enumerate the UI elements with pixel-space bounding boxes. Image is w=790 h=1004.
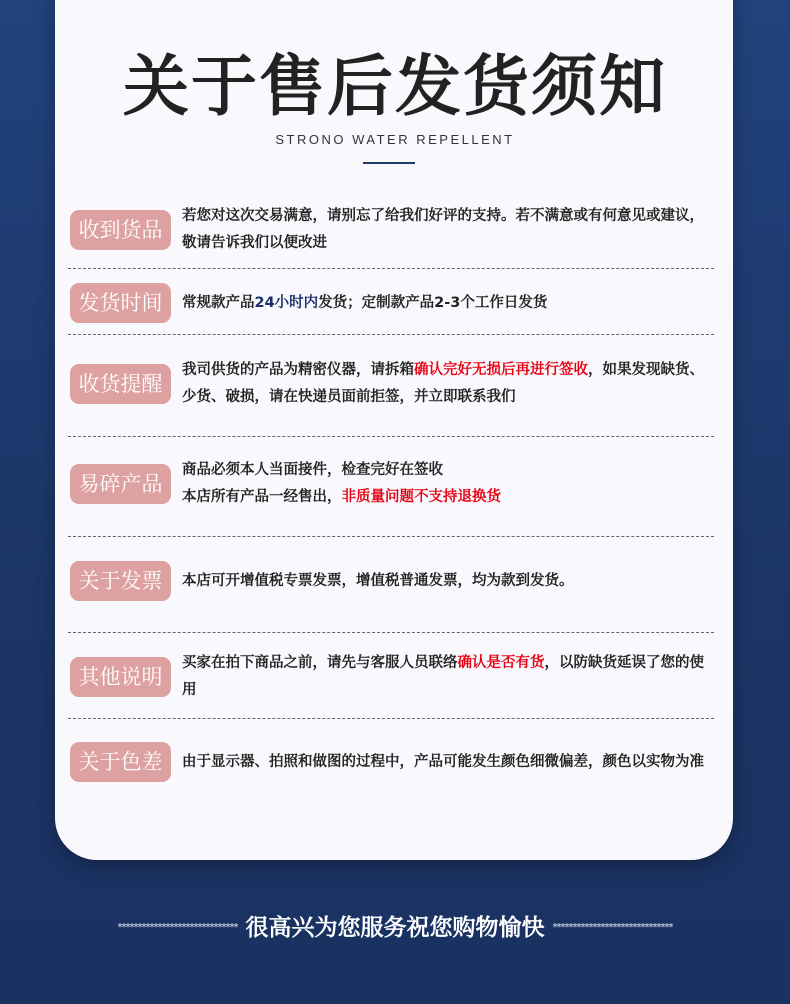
dashed-divider [68, 268, 714, 269]
row-label-badge: 易碎产品 [70, 464, 171, 504]
notice-row [70, 203, 720, 257]
row-text [182, 357, 712, 411]
text-segment: 我司供货的产品为精密仪器，请拆箱 [182, 362, 414, 378]
row-label-badge: 发货时间 [70, 283, 171, 323]
text-segment: 由于显示器、拍照和做图的过程中，产品可能发生颜色细微偏差，颜色以实物为准 [182, 753, 704, 770]
notice-row [70, 735, 720, 789]
text-segment: 商品必须本人当面接件，检查完好在签收 本店所有产品一经售出， [182, 462, 443, 505]
row-label-badge: 收到货品 [70, 210, 171, 250]
notice-row [70, 554, 720, 608]
dashed-divider [68, 436, 714, 437]
row-text [182, 290, 712, 317]
row-text [182, 568, 712, 595]
footer-banner [0, 910, 790, 946]
dashed-divider [68, 334, 714, 335]
text-segment: 发货；定制款产品2-3个工作日发货 [318, 294, 548, 311]
row-text [182, 203, 712, 257]
row-text [182, 749, 712, 776]
text-segment: 常规款产品 [182, 294, 255, 311]
notice-card [55, 0, 733, 860]
stars-right: ****************************** [552, 922, 673, 933]
footer-text: 很高兴为您服务祝您购物愉快 [245, 915, 545, 941]
title-underline [363, 162, 415, 164]
text-segment: 本店可开增值税专票发票，增值税普通发票，均为款到发货。 [182, 572, 574, 589]
text-segment: 买家在拍下商品之前，请先与客服人员联络 [182, 655, 458, 671]
text-segment: 若您对这次交易满意，请别忘了给我们好评的支持。若不满意或有何意见或建议，敬请告诉我们以便改进 [182, 208, 704, 251]
highlight-text: 非质量问题不支持退换货 [341, 489, 501, 505]
row-text [182, 650, 712, 704]
highlight-text: 确认完好无损后再进行签收 [414, 362, 588, 378]
row-label-badge: 关于色差 [70, 742, 171, 782]
notice-row [70, 650, 720, 704]
stars-left: ****************************** [117, 922, 238, 933]
row-label-badge: 收货提醒 [70, 364, 171, 404]
page-title: 关于售后发货须知 [123, 48, 667, 125]
row-label-badge: 其他说明 [70, 657, 171, 697]
dashed-divider [68, 632, 714, 633]
notice-row [70, 276, 720, 330]
notice-row [70, 457, 720, 511]
text-segment: ，如果发现缺货、少货、破损，请在快递员面前拒签，并立即联系我们 [182, 362, 704, 405]
row-text [182, 457, 712, 511]
notice-row [70, 357, 720, 411]
highlight-text: 24小时内 [254, 294, 319, 311]
page-subtitle: STRONO WATER REPELLENT [275, 132, 515, 147]
highlight-text: 确认是否有货 [457, 655, 545, 671]
dashed-divider [68, 718, 714, 719]
text-segment: ，以防缺货延误了您的使用 [182, 655, 704, 698]
dashed-divider [68, 536, 714, 537]
row-label-badge: 关于发票 [70, 561, 171, 601]
